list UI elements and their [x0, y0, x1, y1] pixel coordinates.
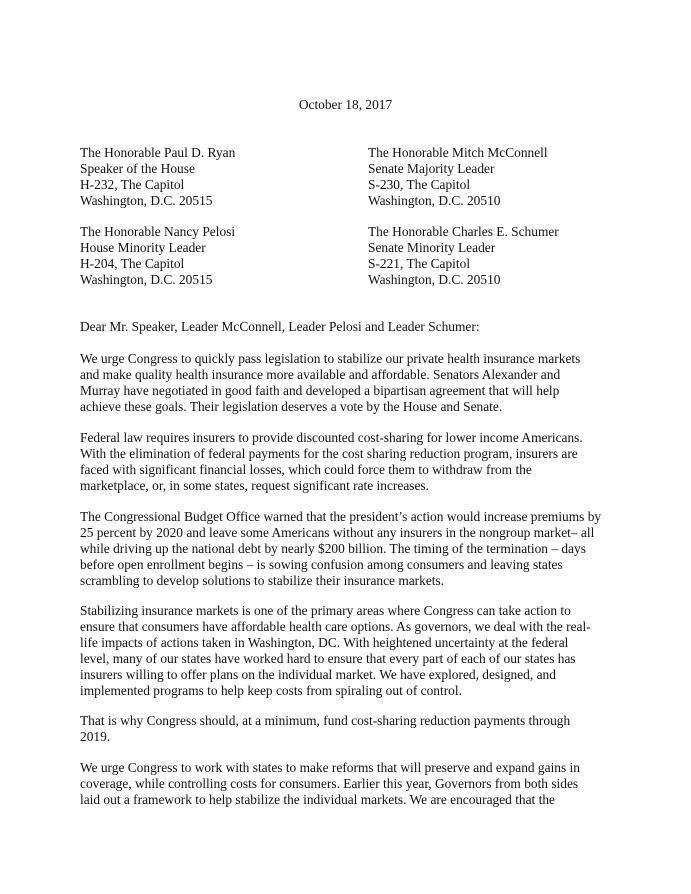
paragraph-3 — [80, 509, 640, 589]
recipient-address-pelosi — [80, 224, 235, 288]
paragraph-line: ensure that consumers have affordable health care options. As governors, we deal with the real- — [80, 619, 591, 634]
recipient-name: The Honorable Nancy Pelosi — [80, 224, 236, 239]
paragraph-line: while driving up the national debt by nearly $200 billion. The timing of the termination – days — [80, 541, 586, 556]
recipient-title: Senate Majority Leader — [368, 161, 495, 176]
paragraph-line: achieve these goals. Their legislation deserves a vote by the House and Senate. — [80, 399, 503, 414]
recipient-city: Washington, D.C. 20510 — [368, 193, 501, 208]
paragraph-line: We urge Congress to work with states to make reforms that will preserve and expand gains in — [80, 760, 580, 775]
recipient-address-mcconnell — [368, 145, 548, 209]
paragraph-line: coverage, while controlling costs for consumers. Earlier this year, Governors from both sides — [80, 776, 579, 791]
recipient-name: The Honorable Mitch McConnell — [368, 145, 548, 160]
paragraph-line: The Congressional Budget Office warned that the president’s action would increase premiums by — [80, 509, 602, 524]
paragraph-5 — [80, 713, 640, 745]
recipient-name: The Honorable Charles E. Schumer — [368, 224, 559, 239]
paragraph-line: implemented programs to help keep costs from spiraling out of control. — [80, 683, 462, 698]
recipient-address-ryan — [80, 145, 235, 209]
paragraph-line: Federal law requires insurers to provide discounted cost-sharing for lower income Americans. — [80, 430, 583, 445]
paragraph-line: We urge Congress to quickly pass legislation to stabilize our private health insurance markets — [80, 351, 581, 366]
recipient-city: Washington, D.C. 20515 — [80, 272, 213, 287]
paragraph-line: 2019. — [80, 729, 111, 744]
paragraph-line: Murray have negotiated in good faith and developed a bipartisan agreement that will help — [80, 383, 560, 398]
recipient-office: S-230, The Capitol — [368, 177, 471, 192]
recipient-address-schumer — [368, 224, 559, 288]
paragraph-6 — [80, 760, 640, 808]
recipient-title: Speaker of the House — [80, 161, 195, 176]
paragraph-line: marketplace, or, in some states, request significant rate increases. — [80, 478, 429, 493]
paragraph-line: life impacts of actions taken in Washington, DC. With heightened uncertainty at the federal — [80, 635, 569, 650]
paragraph-4 — [80, 603, 640, 699]
paragraph-2 — [80, 430, 640, 494]
paragraph-line: With the elimination of federal payments for the cost sharing reduction program, insurers are — [80, 446, 578, 461]
recipient-city: Washington, D.C. 20515 — [80, 193, 213, 208]
recipient-city: Washington, D.C. 20510 — [368, 272, 501, 287]
recipient-office: S-221, The Capitol — [368, 256, 471, 271]
recipient-name: The Honorable Paul D. Ryan — [80, 145, 236, 160]
paragraph-line: laid out a framework to help stabilize the individual markets. We are encouraged that the — [80, 792, 555, 807]
salutation: Dear Mr. Speaker, Leader McConnell, Leader Pelosi and Leader Schumer: — [80, 319, 480, 334]
paragraph-line: scrambling to develop solutions to stabilize their insurance markets. — [80, 573, 445, 588]
paragraph-1 — [80, 351, 640, 415]
recipient-office: H-204, The Capitol — [80, 256, 185, 271]
paragraph-line: insurers willing to offer plans on the individual market. We have explored, designed, and — [80, 667, 556, 682]
paragraph-line: That is why Congress should, at a minimum, fund cost-sharing reduction payments through — [80, 713, 571, 728]
paragraph-line: Stabilizing insurance markets is one of the primary areas where Congress can take action to — [80, 603, 571, 618]
recipient-title: Senate Minority Leader — [368, 240, 496, 255]
paragraph-line: and make quality health insurance more available and affordable. Senators Alexander and — [80, 367, 561, 382]
paragraph-line: level, many of our states have worked hard to ensure that every part of each of our states has — [80, 651, 576, 666]
paragraph-line: before open enrollment begins – is sowing confusion among consumers and leaving states — [80, 557, 563, 572]
paragraph-line: 25 percent by 2020 and leave some Americans without any insurers in the nongroup market– all — [80, 525, 595, 540]
recipient-office: H-232, The Capitol — [80, 177, 185, 192]
letter-date: October 18, 2017 — [298, 97, 393, 112]
paragraph-line: faced with significant financial losses, which could force them to withdraw from the — [80, 462, 532, 477]
recipient-title: House Minority Leader — [80, 240, 206, 255]
